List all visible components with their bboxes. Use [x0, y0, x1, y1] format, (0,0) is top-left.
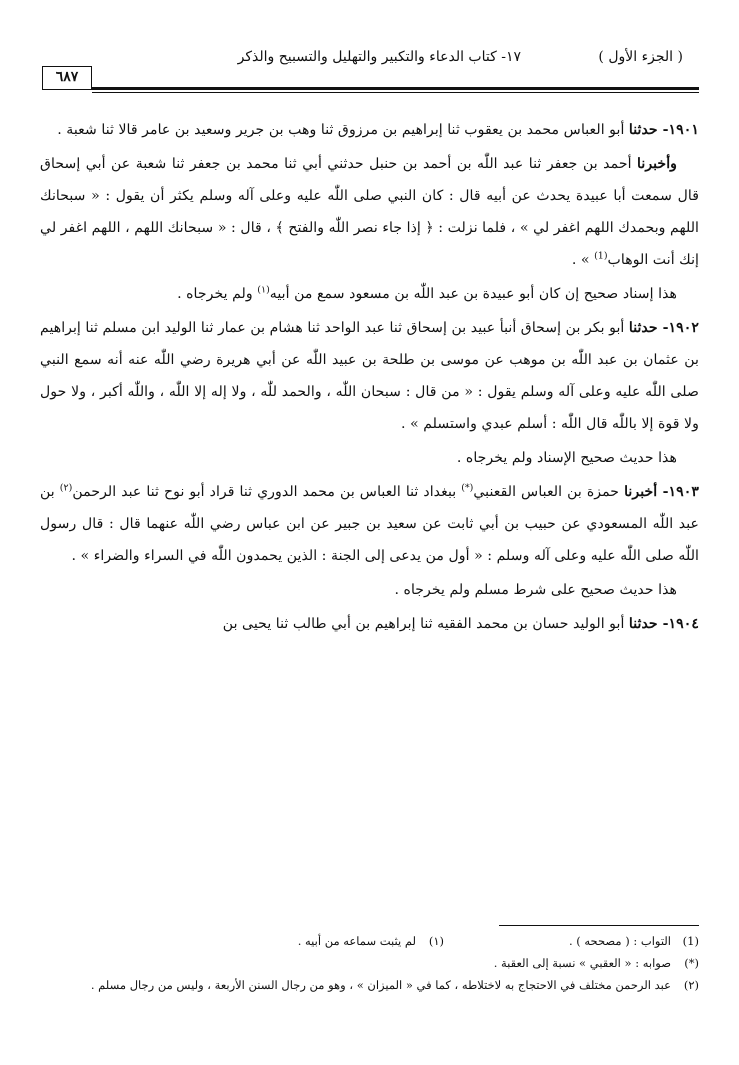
footnote-number: (٢) [683, 978, 699, 992]
footnote-1b [298, 930, 444, 952]
footnote-star [40, 952, 699, 974]
grading-1902: هذا حديث صحيح الإسناد ولم يخرجاه . [456, 450, 677, 466]
page-number: ٦٨٧ [42, 66, 92, 90]
hadith-text-mid: ببغداد ثنا العباس بن محمد الدوري ثنا قراد أبو نوح ثنا عبد الرحمن [72, 484, 462, 500]
chapter-title: ١٧- كتاب الدعاء والتكبير والتهليل والتسبيح والذكر [237, 49, 521, 65]
hadith-text: أبو العباس محمد بن يعقوب ثنا إبراهيم بن مرزوق ثنا وهب بن جرير وسعيد بن عامر قالا ثنا شعبة . [57, 122, 629, 138]
footnote-text: عبد الرحمن مختلف في الاحتجاج به لاختلاطه ، كما في « الميزان » ، وهو من رجال السنن الأربعة ، وليس من رجال مسلم . [90, 978, 671, 992]
hadith-text: أبو بكر بن إسحاق أنبأ عبيد بن إسحاق ثنا عبد الواحد ثنا هشام بن عمار ثنا الوليد ابن مسلم ثنا إبراهيم بن عثمان بن عبد اللّٰه بن موهب عن موسى بن طلحة بن عبيد اللّٰه عن أبي هريرة رضي اللّٰه عنه أنه سمع النبي صلى اللّٰه عليه وعلى آله وسلم يقول : « من قال : سبحان اللّٰه ، والحمد للّٰه ، ولا إله إلا اللّٰه ، واللّٰه أكبر ، ولا حول ولا قوة إلا باللّٰه قال اللّٰه : أسلم عبدي واستسلم » . [40, 320, 699, 432]
footnote-ref: (1) [594, 250, 608, 262]
hadith-number: ١٩٠١ [668, 122, 699, 138]
footnotes [40, 930, 699, 996]
footnote-1 [569, 930, 699, 952]
footnote-number: (1) [682, 934, 699, 948]
footnote-2 [40, 974, 699, 996]
paragraph-isnad [40, 278, 699, 310]
main-text [40, 114, 699, 642]
paragraph-text-end: » . [571, 252, 595, 268]
hadith-1903 [40, 476, 699, 572]
hadith-text: أبو الوليد حسان بن محمد الفقيه ثنا إبراهيم بن أبي طالب ثنا يحيى بن [222, 616, 629, 632]
footnote-row-1 [40, 930, 699, 952]
header-rule-thin [92, 92, 699, 93]
footnote-ref-star: (*) [461, 482, 474, 494]
hadith-1902 [40, 312, 699, 440]
footnote-ref: (١) [257, 284, 270, 296]
narration-verb: وأخبرنا [637, 156, 677, 172]
paragraph-text: هذا إسناد صحيح إن كان أبو عبيدة بن عبد اللّٰه بن مسعود سمع من أبيه [269, 286, 677, 302]
hadith-verb: - حدثنا [628, 320, 669, 336]
hadith-number: ١٩٠٣ [668, 484, 699, 500]
footnote-separator [499, 925, 699, 926]
hadith-verb: - حدثنا [628, 122, 669, 138]
paragraph-text-end: ولم يخرجاه . [177, 286, 258, 302]
hadith-verb: - حدثنا [628, 616, 669, 632]
paragraph-text: أحمد بن جعفر ثنا عبد اللّٰه بن أحمد بن حنبل حدثني أبي ثنا محمد بن جعفر ثنا شعبة عن أبي إسحاق قال سمعت أبا عبيدة يحدث عن أبيه قال : كان النبي صلى اللّٰه عليه وعلى آله وسلم يكثر أن يقول : « سبحانك اللهم وبحمدك اللهم اغفر لي » ، فلما نزلت : ﴿ إذا جاء نصر اللّٰه والفتح ﴾ ، قال : « سبحانك اللهم ، اللهم اغفر لي إنك أنت الوهاب [40, 156, 699, 268]
hadith-1901 [40, 114, 699, 146]
footnote-star-inner [494, 952, 699, 974]
hadith-1904 [40, 608, 699, 640]
footnote-text: التواب : ( مصححه ) . [568, 934, 671, 948]
grading-1903: هذا حديث صحيح على شرط مسلم ولم يخرجاه . [394, 582, 677, 598]
hadith-number: ١٩٠٤ [668, 616, 699, 632]
footnote-text: لم يثبت سماعه من أبيه . [297, 934, 416, 948]
hadith-verb: - أخبرنا [624, 484, 669, 500]
footnote-number: (١) [428, 934, 444, 948]
hadith-text: حمزة بن العباس القعنبي [473, 484, 625, 500]
header-rule-thick [92, 87, 699, 90]
footnote-number: (*) [684, 956, 699, 970]
hadith-number: ١٩٠٢ [668, 320, 699, 336]
paragraph-akhbarna [40, 148, 699, 276]
volume-label: ( الجزء الأول ) [598, 49, 683, 65]
footnote-text: صوابه : « العقبي » نسبة إلى العقبة . [493, 956, 671, 970]
hadith-text-end: بن عبد اللّٰه المسعودي عن حبيب بن أبي ثابت عن سعيد بن جبير عن ابن عباس رضي اللّٰه عنهما قال : قال رسول اللّٰه صلى اللّٰه عليه وعلى آله وسلم : « أول من يدعى إلى الجنة : الذين يحمدون اللّٰه في السراء والضراء » . [40, 484, 699, 564]
footnote-ref: (٢) [59, 482, 73, 494]
